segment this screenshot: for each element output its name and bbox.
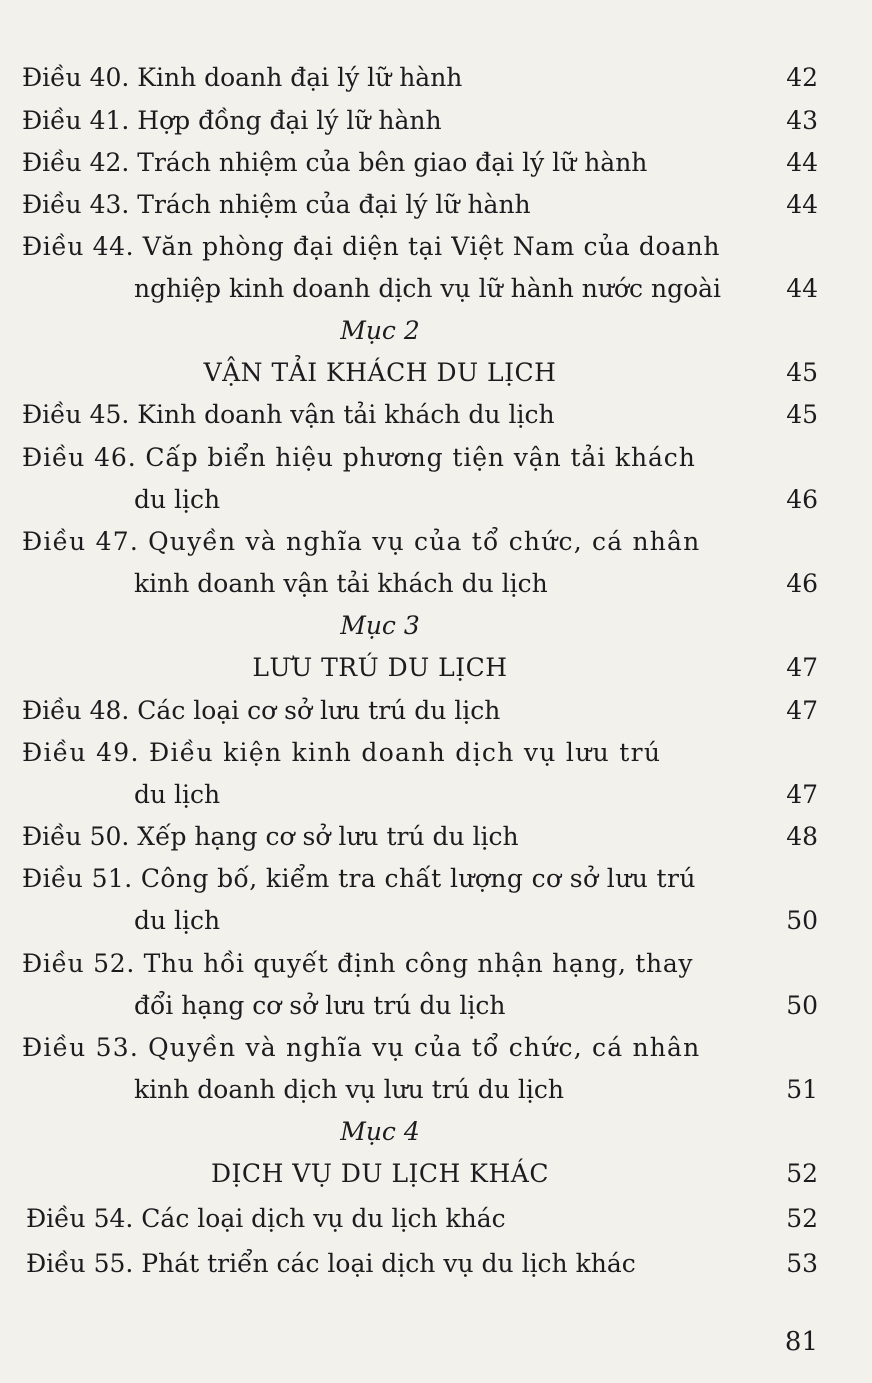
toc-entry-article-55: Điều 55. Phát triển các loại dịch vụ du lịch khác (26, 1249, 636, 1278)
toc-entry-article-54: Điều 54. Các loại dịch vụ du lịch khác (26, 1204, 506, 1233)
toc-page-number: 53 (786, 1249, 818, 1278)
toc-entry-article-53: Điều 53. Quyền và nghĩa vụ của tổ chức, cá nhân (22, 1033, 701, 1062)
toc-page-number: 50 (786, 906, 818, 935)
toc-page-number: 45 (786, 400, 818, 429)
toc-entry-article-48: Điều 48. Các loại cơ sở lưu trú du lịch (22, 696, 501, 725)
toc-page-number: 44 (786, 274, 818, 303)
toc-entry-continuation: đổi hạng cơ sở lưu trú du lịch (134, 991, 506, 1020)
toc-entry-article-50: Điều 50. Xếp hạng cơ sở lưu trú du lịch (22, 822, 519, 851)
toc-page-number: 51 (786, 1075, 818, 1104)
section-title: DỊCH VỤ DU LỊCH KHÁC (211, 1159, 549, 1188)
toc-entry-article-42: Điều 42. Trách nhiệm của bên giao đại lý lữ hành (22, 148, 648, 177)
toc-entry-article-44: Điều 44. Văn phòng đại diện tại Việt Nam của doanh (22, 232, 721, 261)
toc-entry-article-41: Điều 41. Hợp đồng đại lý lữ hành (22, 106, 442, 135)
section-label: Mục 4 (340, 1117, 420, 1146)
toc-entry-continuation: du lịch (134, 485, 221, 514)
toc-entry-continuation: nghiệp kinh doanh dịch vụ lữ hành nước ngoài (134, 274, 722, 303)
toc-page-number: 43 (786, 106, 818, 135)
toc-page-number: 44 (786, 148, 818, 177)
toc-entry-article-45: Điều 45. Kinh doanh vận tải khách du lịch (22, 400, 555, 429)
toc-entry-article-40: Điều 40. Kinh doanh đại lý lữ hành (22, 63, 463, 92)
toc-page-number: 47 (786, 653, 818, 682)
section-label: Mục 3 (340, 611, 420, 640)
page-folio-number: 81 (784, 1327, 818, 1357)
toc-page-number: 52 (786, 1159, 818, 1188)
toc-page-number: 50 (786, 991, 818, 1020)
toc-entry-continuation: du lịch (134, 906, 221, 935)
toc-entry-continuation: kinh doanh vận tải khách du lịch (134, 569, 548, 598)
toc-entry-article-49: Điều 49. Điều kiện kinh doanh dịch vụ lưu trú (22, 738, 662, 767)
toc-page-number: 46 (786, 485, 818, 514)
toc-entry-article-47: Điều 47. Quyền và nghĩa vụ của tổ chức, cá nhân (22, 527, 701, 556)
toc-entry-continuation: kinh doanh dịch vụ lưu trú du lịch (134, 1075, 564, 1104)
toc-page-number: 47 (786, 696, 818, 725)
toc-page-number: 48 (786, 822, 818, 851)
toc-entry-article-52: Điều 52. Thu hồi quyết định công nhận hạng, thay (22, 949, 694, 978)
section-title: VẬN TẢI KHÁCH DU LỊCH (203, 358, 557, 387)
toc-page-number: 45 (786, 358, 818, 387)
toc-entry-continuation: du lịch (134, 780, 221, 809)
toc-page-number: 44 (786, 190, 818, 219)
toc-page-number: 42 (786, 63, 818, 92)
section-label: Mục 2 (340, 316, 420, 345)
toc-entry-article-51: Điều 51. Công bố, kiểm tra chất lượng cơ sở lưu trú (22, 864, 696, 893)
section-title: LƯU TRÚ DU LỊCH (252, 653, 508, 682)
toc-entry-article-43: Điều 43. Trách nhiệm của đại lý lữ hành (22, 190, 531, 219)
toc-page-number: 52 (786, 1204, 818, 1233)
toc-page-number: 46 (786, 569, 818, 598)
toc-entry-article-46: Điều 46. Cấp biển hiệu phương tiện vận tải khách (22, 443, 696, 472)
toc-page-number: 47 (786, 780, 818, 809)
